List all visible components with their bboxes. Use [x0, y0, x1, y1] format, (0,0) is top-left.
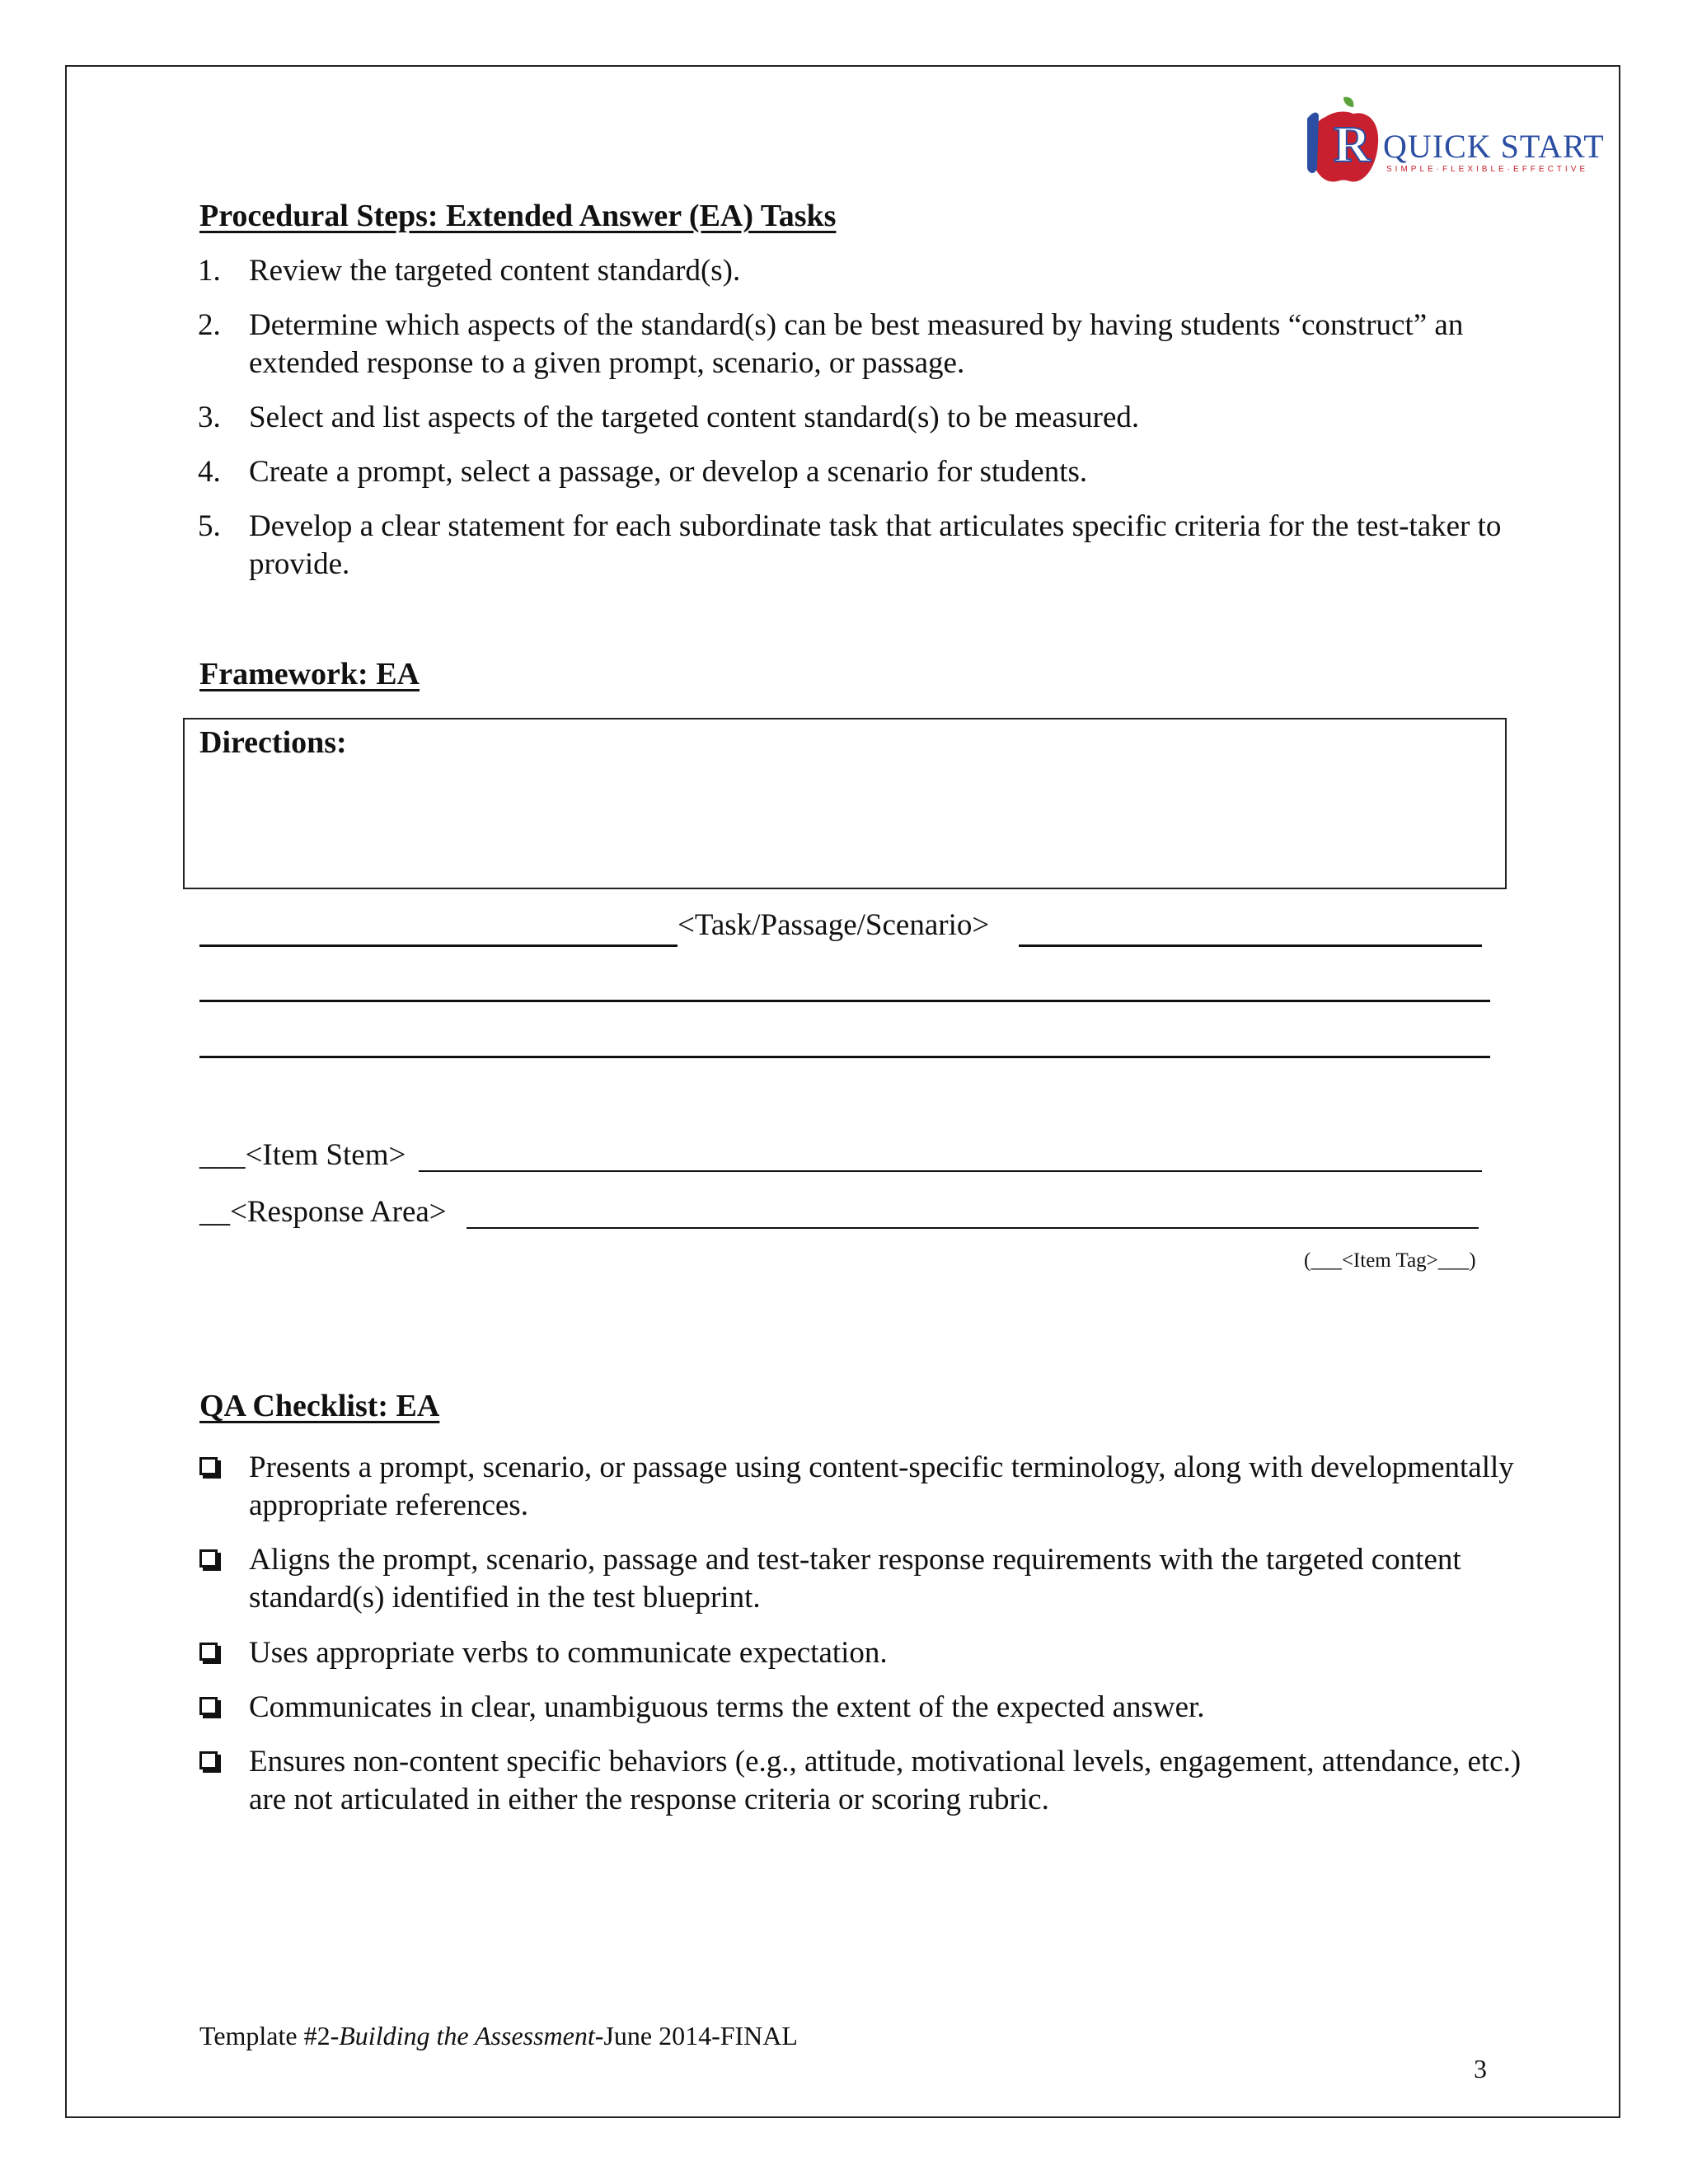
footer-suffix: -June 2014-FINAL	[594, 2021, 798, 2050]
directions-box	[183, 718, 1507, 889]
item-stem-prefix: ___	[199, 1138, 246, 1172]
checklist-text: Ensures non-content specific behaviors (e.g., attitude, motivational levels, engagement, attendance, etc.) are not articulated in either the response criteria or scoring rubric.	[249, 1745, 1522, 1816]
step-text: Determine which aspects of the standard(s) can be best measured by having students “construct” an extended response to a given prompt, scenario, or passage.	[249, 308, 1464, 380]
checkbox-icon[interactable]	[199, 1549, 218, 1568]
checklist-text: Communicates in clear, unambiguous terms the extent of the expected answer.	[249, 1690, 1205, 1724]
logo-brand-text: QUICK START	[1383, 128, 1605, 165]
response-area-prefix: __	[199, 1195, 230, 1229]
item-tag	[1304, 1249, 1476, 1272]
step-number: 2.	[198, 308, 221, 342]
item-stem-label	[199, 1137, 406, 1173]
step-text: Create a prompt, select a passage, or develop a scenario for students.	[249, 455, 1088, 489]
page-number: 3	[1474, 2054, 1487, 2083]
step-number: 1.	[198, 254, 221, 288]
step-number: 3.	[198, 401, 221, 434]
step-number: 4.	[198, 455, 221, 489]
response-area-placeholder: <Response Area>	[230, 1195, 447, 1229]
item-stem-placeholder: <Item Stem>	[245, 1138, 406, 1172]
item-tag-open: (___	[1304, 1249, 1342, 1272]
checkbox-icon[interactable]	[199, 1457, 218, 1475]
item-stem-line	[419, 1170, 1482, 1172]
step-text: Review the targeted content standard(s).	[249, 254, 741, 288]
task-blank-line	[199, 1056, 1490, 1058]
apple-logo-icon	[1301, 92, 1383, 190]
quick-start-logo	[1301, 92, 1606, 190]
step-text: Select and list aspects of the targeted content standard(s) to be measured.	[249, 401, 1140, 434]
checklist-text: Uses appropriate verbs to communicate expectation.	[249, 1636, 888, 1670]
checklist-heading: QA Checklist: EA	[199, 1389, 440, 1423]
framework-heading: Framework: EA	[199, 657, 420, 691]
response-area-label	[199, 1194, 447, 1230]
task-rule-right	[1019, 944, 1482, 947]
task-rule-left	[199, 944, 678, 947]
checkbox-icon[interactable]	[199, 1751, 218, 1769]
checklist-text: Aligns the prompt, scenario, passage and test-taker response requirements with the targeted content standard(s) identified in the test blueprint.	[249, 1543, 1461, 1615]
checkbox-icon[interactable]	[199, 1697, 218, 1715]
footer-italic: Building the Assessment	[339, 2021, 595, 2050]
footer-text	[199, 2021, 798, 2051]
task-passage-scenario-placeholder: <Task/Passage/Scenario>	[678, 908, 990, 942]
footer-prefix: Template #2-	[199, 2021, 340, 2050]
logo-tagline: SIMPLE·FLEXIBLE·EFFECTIVE	[1386, 165, 1589, 174]
checkbox-icon[interactable]	[199, 1643, 218, 1661]
directions-label: Directions:	[199, 725, 347, 760]
response-area-line	[467, 1227, 1479, 1229]
item-tag-placeholder: <Item Tag>	[1341, 1249, 1438, 1272]
item-tag-close: ___)	[1437, 1249, 1476, 1272]
step-number: 5.	[198, 509, 221, 543]
step-text: Develop a clear statement for each subordinate task that articulates specific criteria for the test-taker to provide.	[249, 509, 1502, 581]
task-blank-line	[199, 1000, 1490, 1002]
checklist-text: Presents a prompt, scenario, or passage using content-specific terminology, along with developmentally appropriate references.	[249, 1451, 1514, 1522]
procedural-heading: Procedural Steps: Extended Answer (EA) Tasks	[199, 199, 837, 233]
svg-text:R: R	[1334, 117, 1371, 173]
